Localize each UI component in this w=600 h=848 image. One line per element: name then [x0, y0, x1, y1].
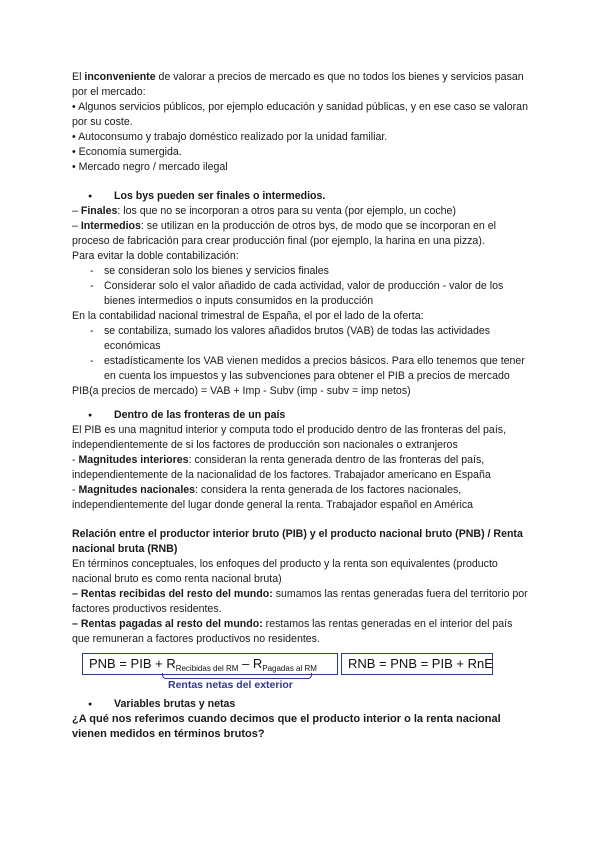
intermedios-definition: – Intermedios: se utilizan en la producción de otros bys, de modo que se incorporan en el proceso de fabricación para crear producción final (por ejemplo, la harina en una pizza).	[72, 220, 496, 247]
avoid-intro: Para evitar la doble contabilización:	[72, 250, 239, 262]
magnitudes-nacionales: - Magnitudes nacionales: considera la renta generada de los factores nacionales, independientemente del lugar donde general la renta. Trabajador español en América	[72, 484, 474, 511]
list-item: • Economía sumergida.	[72, 146, 182, 158]
finales-definition: – Finales: los que no se incorporan a otros para su venta (por ejemplo, un coche)	[72, 205, 456, 217]
trimestral-list	[72, 324, 532, 384]
rentas-recibidas: – Rentas recibidas del resto del mundo: sumamos las rentas generadas fuera del territorio por factores productivos residentes.	[72, 588, 528, 615]
section-heading-variables: ● Variables brutas y netas	[72, 697, 532, 712]
trimestral-intro: En la contabilidad nacional trimestral de España, el por el lado de la oferta:	[72, 310, 424, 322]
section-heading-fronteras: ● Dentro de las fronteras de un país	[72, 408, 532, 423]
list-item: - estadísticamente los VAB vienen medidos a precios básicos. Para ello tenemos que tener en cuenta los impuestos y las subvenciones para obtener el PIB a precios de mercado	[72, 354, 532, 384]
list-item: • Algunos servicios públicos, por ejemplo educación y sanidad públicas, y en ese caso se valoran por su coste.	[72, 101, 528, 128]
pib-interior-paragraph: El PIB es una magnitud interior y computa todo el producido dentro de las fronteras del país, independientemente de si los factores de producción son nacionales o extranjeros	[72, 424, 507, 451]
pib-formula: PIB(a precios de mercado) = VAB + Imp - Subv (imp - subv = imp netos)	[72, 385, 411, 397]
formula-boxes	[72, 651, 532, 697]
rnb-formula-box: RNB = PNB = PIB + RnE	[341, 653, 493, 675]
inconveniente-term: inconveniente	[84, 71, 156, 83]
list-item: - Considerar solo el valor añadido de cada actividad, valor de producción - valor de los bienes intermedios o inputs consumidos en la producción	[72, 279, 532, 309]
pnb-formula-box: PNB = PIB + $R_{Recibidas del RM} - R_{Pagadas al RM}$	[82, 653, 338, 675]
list-item: - se consideran solo los bienes y servicios finales	[72, 264, 532, 279]
question-paragraph: ¿A qué nos referimos cuando decimos que el producto interior o la renta nacional vienen medidos en términos brutos?	[72, 713, 501, 740]
enfoques-paragraph: En términos conceptuales, los enfoques del producto y la renta son equivalentes (producto nacional bruto es como renta nacional bruta)	[72, 558, 498, 585]
list-item: - se contabiliza, sumado los valores añadidos brutos (VAB) de todas las actividades económicas	[72, 324, 532, 354]
section-heading-relacion: Relación entre el productor interior bruto (PIB) y el producto nacional bruto (PNB) / Renta nacional bruta (RNB)	[72, 528, 523, 555]
inconveniente-paragraph: El inconveniente de valorar a precios de mercado es que no todos los bienes y servicios pasan por el mercado:	[72, 71, 524, 98]
list-item: • Autoconsumo y trabajo doméstico realizado por la unidad familiar.	[72, 131, 388, 143]
rentas-netas-label: Rentas netas del exterior	[168, 679, 293, 691]
magnitudes-interiores: - Magnitudes interiores: consideran la renta generada dentro de las fronteras del país, independientemente de la nacionalidad de los factores. Trabajador americano en España	[72, 454, 491, 481]
section-heading-bys: ● Los bys pueden ser finales o intermedios.	[72, 189, 532, 204]
avoid-list	[72, 264, 532, 309]
document-page	[72, 70, 532, 742]
rentas-pagadas: – Rentas pagadas al resto del mundo: restamos las rentas generadas en el interior del país que remuneran a factores productivos no residentes.	[72, 618, 513, 645]
list-item: • Mercado negro / mercado ilegal	[72, 161, 228, 173]
